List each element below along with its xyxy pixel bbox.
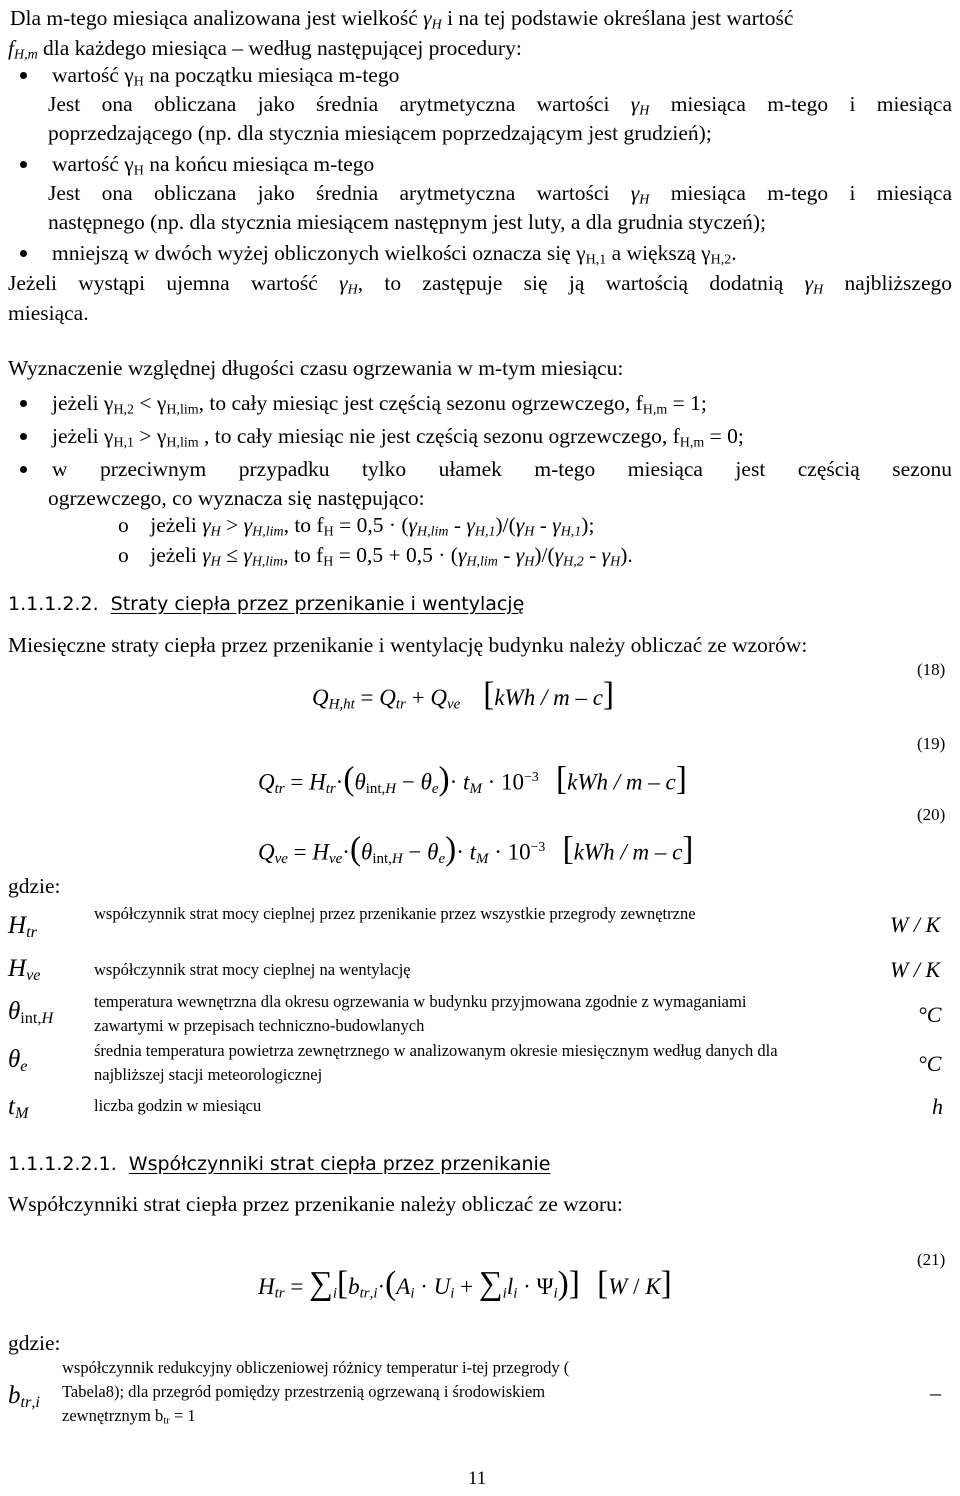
negative-line-2: miesiąca.	[8, 301, 89, 325]
relative-rule-1: jeżeli $\gamma_{H,2} < \gamma_{H,lim}$, to cały miesiąc jest częścią sezonu ogrzewczego, $f_{H,m} = 1$;	[52, 391, 707, 418]
formula-qh: $Q_{H,ht} = Q_{tr} + Q_{ve}$ [kWh / m – c]	[312, 676, 615, 713]
definition-btr: współczynnik redukcyjny obliczeniowej różnicy temperatur i-tej przegrody ( Tabela8); dla przegród pomiędzy przestrzenią ogrzewaną i środowiskiem zewnętrznym $b_{tr} = 1$	[62, 1358, 570, 1427]
where-label: gdzie:	[8, 874, 61, 898]
bullet-start-month: wartość $\gamma_H$ na początku miesiąca m-tego	[52, 63, 400, 90]
unit-hve: W / K	[890, 957, 941, 982]
symbol-htr: $H_{tr}$	[8, 912, 37, 942]
where-label-2: gdzie:	[8, 1331, 61, 1355]
symbol-btr: $b_{tr,i}$	[8, 1382, 40, 1412]
bullet-dot	[20, 250, 27, 257]
section-heading-transmission: 1.1.1.2.2.1. Współczynniki strat ciepła przez przenikanie	[8, 1153, 551, 1175]
sub-rule-1: o jeżeli $\gamma_H > \gamma_{H,lim}$, to $f_H = 0,5 \cdot (\gamma_{H,lim} - \gamma_{H,1})/(\gamma_H - \gamma_{H,1})$;	[118, 513, 595, 540]
unit-theta-int: °C	[918, 1002, 942, 1027]
equation-number: (19)	[917, 734, 946, 753]
bullet-dot	[20, 433, 27, 440]
bullet-min-max: mniejszą w dwóch wyżej obliczonych wielkości oznacza się $\gamma_{H,1}$ a większą $\gamma_{H,2}$.	[52, 241, 737, 268]
relative-title: Wyznaczenie względnej długości czasu ogrzewania w m-tym miesiącu:	[8, 356, 624, 380]
unit-htr: W / K	[890, 912, 941, 937]
definition-theta-int: temperatura wewnętrzna dla okresu ogrzewania w budynku przyjmowana zgodnie z wymaganiami zawartymi w przepisach techniczno-budowlanych	[94, 992, 747, 1035]
definition-tm: liczba godzin w miesiącu	[94, 1096, 262, 1115]
symbol-tm: $t_M$	[8, 1093, 29, 1123]
symbol-theta-int: $\theta_{int,H}$	[8, 998, 54, 1028]
unit-btr: –	[930, 1380, 941, 1405]
relative-rule-3a: w przeciwnym przypadku tylko ułamek m-tego miesiąca jest częścią sezonu	[52, 457, 952, 481]
para-end-2: następnego (np. dla stycznia miesiącem następnym jest luty, a dla grudnia styczeń);	[48, 210, 767, 234]
relative-rule-3b: ogrzewczego, co wyznacza się następująco:	[48, 486, 425, 510]
bullet-end-month: wartość $\gamma_H$ na końcu miesiąca m-tego	[52, 152, 375, 179]
bullet-dot	[20, 400, 27, 407]
negative-line-1: Jeżeli wystąpi ujemna wartość $\gamma_H$, to zastępuje się ją wartością dodatnią $\gamma_H$ najbliższego	[8, 271, 952, 298]
section-transmission-text: Współczynniki strat ciepła przez przenikanie należy obliczać ze wzoru:	[8, 1192, 623, 1216]
section-losses-text: Miesięczne straty ciepła przez przenikanie i wentylację budynku należy obliczać ze wzorów:	[8, 633, 808, 657]
formula-qtr: $Q_{tr} = H_{tr}\cdot(\theta_{int,H} - \theta_e)\cdot t_M \cdot 10^{-3}$ [kWh / m – c]	[258, 760, 687, 798]
formula-htr: $H_{tr} = \sum_i[b_{tr,i}\cdot(A_i \cdot U_i + \sum_il_i \cdot \Psi_i)]$ [W / K]	[258, 1265, 672, 1302]
intro-line-2: $f_{H,m}$ dla każdego miesiąca – według następującej procedury:	[8, 36, 522, 63]
bullet-dot	[20, 466, 27, 473]
para-start-2: poprzedzającego (np. dla stycznia miesiącem poprzedzającym jest grudzień);	[48, 121, 712, 145]
definition-htr: współczynnik strat mocy cieplnej przez przenikanie przez wszystkie przegrody zewnętrzne	[94, 904, 696, 923]
equation-number: (20)	[917, 805, 946, 824]
unit-tm: h	[932, 1094, 943, 1119]
symbol-theta-e: $\theta_e$	[8, 1046, 28, 1076]
intro-line-1: Dla m-tego miesiąca analizowana jest wielkość $\gamma_H$ i na tej podstawie określana jest wartość	[10, 6, 794, 33]
para-end-1: Jest ona obliczana jako średnia arytmetyczna wartości $\gamma_H$ miesiąca m-tego i miesiąca	[48, 181, 952, 208]
definition-theta-e: średnia temperatura powietrza zewnętrznego w analizowanym okresie miesięcznym według danych dla najbliższej stacji meteorologicznej	[94, 1041, 778, 1084]
sub-rule-2: o jeżeli $\gamma_H \le \gamma_{H,lim}$, to $f_H = 0,5 + 0,5 \cdot (\gamma_{H,lim} - \gamma_H)/(\gamma_{H,2} - \gamma_H)$.	[118, 543, 633, 570]
unit-theta-e: °C	[918, 1051, 942, 1076]
relative-rule-2: jeżeli $\gamma_{H,1} > \gamma_{H,lim}$ , to cały miesiąc nie jest częścią sezonu ogrzewczego, $f_{H,m} = 0$;	[52, 424, 744, 451]
bullet-dot	[20, 72, 27, 79]
page-number: 11	[468, 1468, 487, 1489]
formula-qve: $Q_{ve} = H_{ve}\cdot(\theta_{int,H} - \theta_e)\cdot t_M \cdot 10^{-3}$ [kWh / m – c]	[258, 830, 694, 868]
definition-hve: współczynnik strat mocy cieplnej na wentylację	[94, 960, 411, 979]
symbol-hve: $H_{ve}$	[8, 955, 41, 985]
equation-number: (18)	[917, 660, 946, 679]
bullet-dot	[20, 161, 27, 168]
section-heading-losses: 1.1.1.2.2. Straty ciepła przez przenikanie i wentylację	[8, 593, 525, 615]
para-start-1: Jest ona obliczana jako średnia arytmetyczna wartości $\gamma_H$ miesiąca m-tego i miesiąca	[48, 92, 952, 119]
equation-number: (21)	[917, 1250, 946, 1269]
